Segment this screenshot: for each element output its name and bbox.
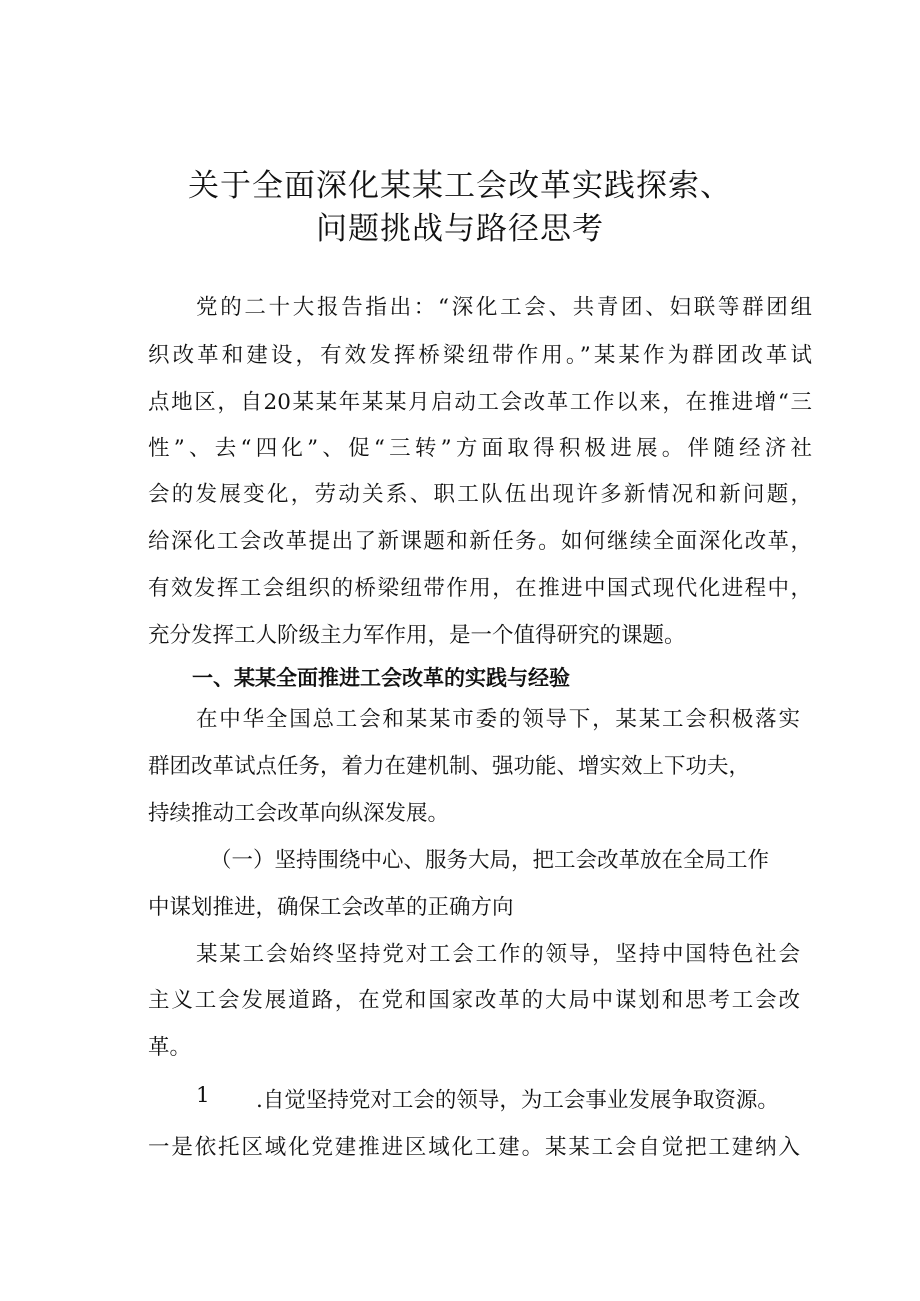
item-number: 1: [196, 1083, 210, 1108]
intro-line: 会的发展变化，劳动关系、职工队伍出现许多新情况和新问题，: [148, 482, 812, 507]
para2-line: 某某工会始终坚持党对工会工作的领导，坚持中国特色社会: [196, 942, 800, 967]
intro-line: 党的二十大报告指出：“深化工会、共青团、妇联等群团组: [196, 295, 812, 320]
intro-line: 有效发挥工会组织的桥梁纽带作用，在推进中国式现代化进程中，: [148, 576, 812, 601]
intro-line: 点地区，自20某某年某某月启动工会改革工作以来，在推进增“三: [148, 390, 812, 415]
section1-line: 在中华全国总工会和某某市委的领导下，某某工会积极落实: [196, 707, 800, 732]
document-title-line-1: 关于全面深化某某工会改革实践探索、: [188, 168, 732, 204]
document-title-line-2: 问题挑战与路径思考: [316, 211, 604, 247]
intro-line: 性”、去“四化”、促“三转”方面取得积极进展。伴随经济社: [148, 436, 812, 461]
intro-line: 织改革和建设，有效发挥桥梁纽带作用。”某某作为群团改革试: [148, 343, 812, 368]
para2-line: 革。: [148, 1035, 192, 1060]
item1-line: .自觉坚持党对工会的领导，为工会事业发展争取资源。: [256, 1088, 779, 1113]
section-heading: 一、某某全面推进工会改革的实践与经验: [192, 666, 570, 690]
section1-line: 群团改革试点任务，着力在建机制、强功能、增实效上下功夫，: [148, 754, 751, 779]
section1-line: 持续推动工会改革向纵深发展。: [148, 801, 450, 826]
subsection-heading-line: 中谋划推进，确保工会改革的正确方向: [148, 895, 514, 920]
item1-line: 一是依托区域化党建推进区域化工建。某某工会自觉把工建纳入: [148, 1135, 800, 1160]
para2-line: 主义工会发展道路，在党和国家改革的大局中谋划和思考工会改: [148, 988, 800, 1013]
subsection-heading-line: （一）坚持围绕中心、服务大局，把工会改革放在全局工作: [210, 848, 770, 873]
intro-line: 给深化工会改革提出了新课题和新任务。如何继续全面深化改革，: [148, 529, 812, 554]
intro-line: 充分发挥工人阶级主力军作用，是一个值得研究的课题。: [148, 623, 686, 648]
